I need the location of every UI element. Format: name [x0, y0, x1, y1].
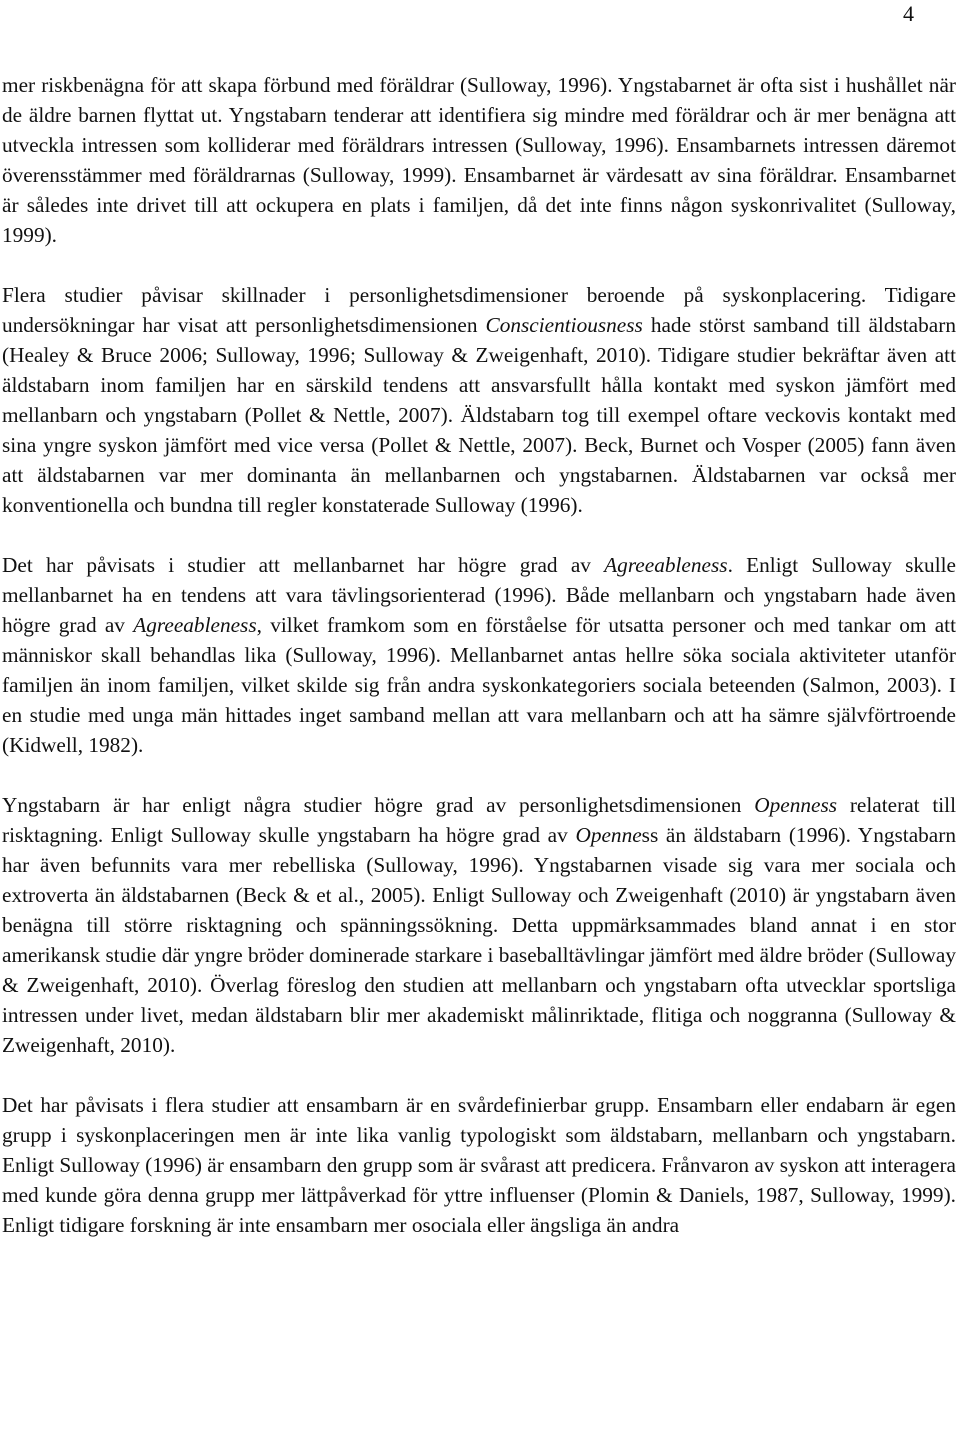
text-segment: hade störst samband till äldstabarn (Healey & Bruce 2006; Sulloway, 1996; Sulloway & Zweigenhaft, 2010). Tidigare studier bekräftar även att äldstabarn inom familjen har en särskild tendens att ansvarsfullt hålla kontakt med syskon jämfört med mellanbarn och yngstabarn (Pollet & Nettle, 2007). Äldstabarn tog till exempel oftare veckovis kontakt med sina yngre syskon jämfört med vice versa (Pollet & Nettle, 2007). Beck, Burnet och Vosper (2005) fann även att äldstabarnen var mer dominanta än mellanbarnen och yngstabarnen. Äldstabarnen var också mer konventionella och bundna till regler konstaterade Sulloway (1996).: [2, 313, 956, 517]
italic-term: Openne: [575, 823, 642, 847]
text-segment: . Enligt Sulloway skulle mellanbarnet ha en tendens att vara tävlingsorienterad (1996). Både mellanbarn och yngstabarn hade även högre grad av: [2, 553, 956, 637]
body-text: [2, 70, 956, 1240]
italic-term: Openness: [754, 793, 838, 817]
page-number: 4: [903, 1, 914, 26]
paragraph-2: [2, 280, 956, 520]
text-segment: Det har påvisats i flera studier att ensambarn är en svårdefinierbar grupp. Ensambarn eller endabarn är egen grupp i syskonplaceringen men är inte lika vanlig typologiskt som äldstabarn, mellanbarn och yngstabarn. Enligt Sulloway (1996) är ensambarn den grupp som är svårast att predicera. Frånvaron av syskon att interagera med kunde göra denna grupp mer lättpåverkad för yttre influenser (Plomin & Daniels, 1987, Sulloway, 1999). Enligt tidigare forskning är inte ensambarn mer osociala eller ängsliga än andra: [2, 1093, 956, 1237]
text-segment: relaterat till risktagning. Enligt Sulloway skulle yngstabarn ha högre grad av: [2, 793, 957, 847]
paragraph-1: [2, 70, 956, 250]
italic-term: Conscientiousness: [485, 313, 643, 337]
text-segment: Det har påvisats i studier att mellanbarnet har högre grad av: [2, 553, 605, 577]
text-segment: Yngstabarn är har enligt några studier högre grad av personlighetsdimensionen: [2, 793, 755, 817]
paragraph-4: [2, 790, 956, 1060]
text-segment: mer riskbenägna för att skapa förbund med föräldrar (Sulloway, 1996). Yngstabarnet är ofta sist i hushållet när de äldre barnen flyttat ut. Yngstabarn tenderar att identifiera sig mindre med föräldrar och är mer benägna att utveckla intressen som kolliderar med föräldrars intressen (Sulloway, 1996). Ensambarnets intressen däremot överensstämmer med föräldrarnas (Sulloway, 1999). Ensambarnet är värdesatt av sina föräldrar. Ensambarnet är således inte drivet till att ockupera en plats i familjen, då det inte finns någon syskonrivalitet (Sulloway, 1999).: [2, 73, 956, 247]
italic-term: Agreeableness: [604, 553, 728, 577]
italic-term: Agreeableness: [133, 613, 257, 637]
text-segment: , vilket framkom som en förståelse för utsatta personer och med tankar om att människor skall behandlas lika (Sulloway, 1996). Mellanbarnet antas hellre söka sociala aktiviteter utanför familjen än inom familjen, vilket skilde sig från andra syskonkategoriers sociala beteenden (Salmon, 2003). I en studie med unga män hittades inget samband mellan att vara mellanbarn och att ha sämre självförtroende (Kidwell, 1982).: [2, 613, 956, 757]
paragraph-5: [2, 1090, 956, 1240]
text-segment: ss än äldstabarn (1996). Yngstabarn har även befunnits vara mer rebelliska (Sulloway, 1996). Yngstabarnen visade sig vara mer sociala och extroverta än äldstabarnen (Beck & et al., 2005). Enligt Sulloway och Zweigenhaft (2010) är yngstabarn även benägna till större risktagning och spänningssökning. Detta uppmärksammades bland annat i en stor amerikansk studie där yngre bröder dominerade starkare i baseballtävlingar jämfört med äldre bröder (Sulloway & Zweigenhaft, 2010). Överlag föreslog den studien att mellanbarn och yngstabarn ofta utvecklar sportsliga intressen under livet, medan äldstabarn blir mer akademiskt målinriktade, flitiga och noggranna (Sulloway & Zweigenhaft, 2010).: [2, 823, 956, 1057]
text-segment: Flera studier påvisar skillnader i personlighetsdimensioner beroende på syskonplacering. Tidigare undersökningar har visat att personlighetsdimensionen: [2, 283, 956, 337]
paragraph-3: [2, 550, 956, 760]
